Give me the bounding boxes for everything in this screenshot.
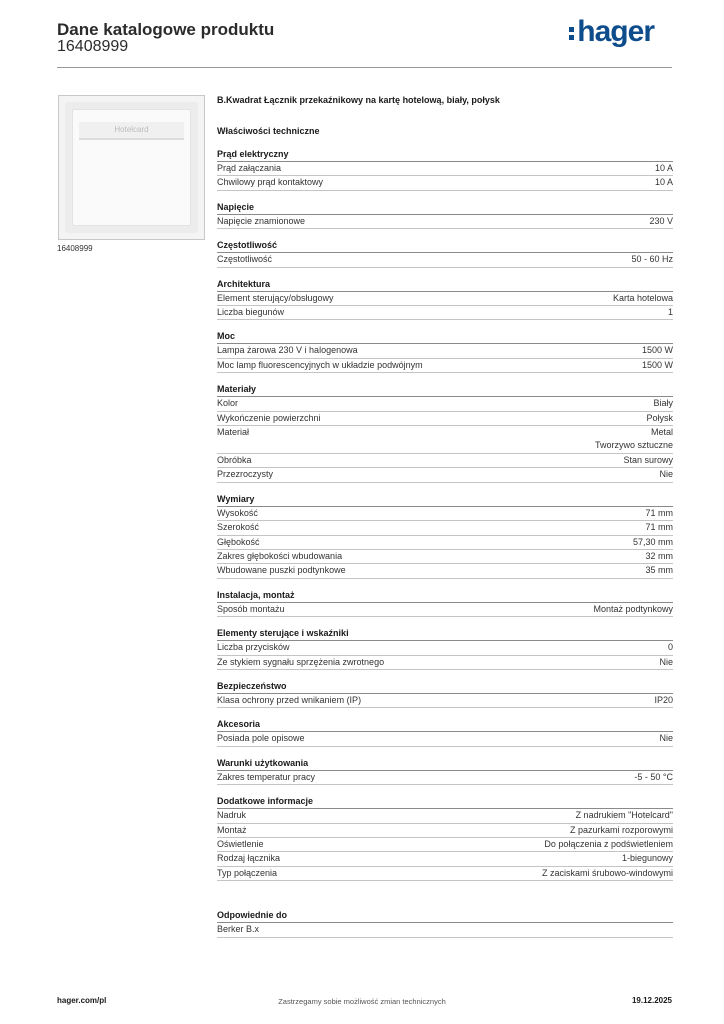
spec-row [217,412,673,426]
spec-value-line: 1500 W [641,359,673,370]
spec-value-line: Z zaciskami śrubowo-windowymi [541,867,673,878]
spec-row [217,397,673,411]
spec-value [542,867,673,880]
spec-value [613,292,673,305]
product-code: 16408999 [57,38,129,55]
spec-value-line: 230 V [649,215,673,226]
section-title: Prąd elektryczny [217,148,673,162]
spec-label: Liczba biegunów [217,307,285,318]
spec-row [217,824,673,838]
spec-value-line: 57,30 mm [632,536,673,547]
section-title: Częstotliwość [217,239,673,253]
switch-frame [65,102,198,233]
logo-dots-icon [569,24,575,43]
spec-label: Prąd załączania [217,163,282,173]
product-name: B.Kwadrat Łącznik przekaźnikowy na kartę hotelową, biały, połysk [217,95,500,105]
spec-label: Lampa żarowa 230 V i halogenowa [217,345,358,356]
spec-value-line: 71 mm [645,522,673,533]
spec-label: Obróbka [217,454,252,465]
spec-row [217,507,673,521]
spec-section [217,680,673,708]
spec-value-line: 0 [667,642,673,653]
spec-value [653,397,673,410]
section-title: Architektura [217,278,673,292]
switch-plate [72,109,191,226]
section-title: Dodatkowe informacje [217,795,673,809]
spec-row [217,923,673,937]
spec-value-line: Połysk [646,412,673,423]
spec-label: Chwilowy prąd kontaktowy [217,177,324,188]
spec-value [645,564,673,577]
spec-label: Napięcie znamionowe [217,215,306,226]
product-image [58,95,205,240]
spec-row [217,253,673,267]
card-slot: Hotelcard [79,122,184,140]
spec-row [217,809,673,823]
spacer [217,891,673,909]
spec-row [217,426,673,454]
spec-row [217,771,673,785]
spec-section [217,148,673,191]
image-caption: 16408999 [57,244,93,253]
spec-value-line: Montaż podtynkowy [593,603,673,614]
spec-value-line: Nie [659,469,673,480]
spec-section [217,627,673,670]
spec-value [659,732,673,745]
spec-label: Moc lamp fluorescencyjnych w układzie podwójnym [217,359,423,370]
spec-section [217,330,673,373]
spec-row [217,306,673,320]
spec-label: Zakres głębokości wbudowania [217,550,343,561]
spec-label: Liczba przycisków [217,642,290,653]
spec-value [659,468,673,481]
spec-value-line: Stan surowy [623,454,673,465]
spec-section [217,909,673,937]
spec-value-line: 32 mm [645,550,673,561]
section-title: Odpowiednie do [217,909,673,923]
spec-section [217,589,673,617]
spec-row [217,564,673,578]
spec-value-line: 10 A [654,163,673,173]
spec-label: Materiał [217,427,250,438]
spec-label: Głębokość [217,536,260,547]
section-title: Akcesoria [217,718,673,732]
spec-value [655,176,673,189]
footer-website: hager.com/pl [57,996,107,1005]
spec-value-line: 71 mm [645,507,673,518]
spec-value-line: Z pazurkami rozporowymi [569,824,673,835]
spec-value-line: Nie [659,656,673,667]
section-title: Wymiary [217,493,673,507]
spec-label: Częstotliwość [217,254,273,265]
spec-value-line: 35 mm [645,565,673,576]
tech-properties-title: Właściwości techniczne [217,126,320,136]
spec-label: Szerokość [217,522,260,533]
spec-value-line: IP20 [654,694,673,705]
section-title: Instalacja, montaż [217,589,673,603]
spec-label: Klasa ochrony przed wnikaniem (IP) [217,694,362,705]
spec-label: Kolor [217,398,239,409]
spec-row [217,536,673,550]
spec-row [217,215,673,229]
spec-label: Ze stykiem sygnału sprzężenia zwrotnego [217,656,385,667]
spec-value-line: Metal [650,427,673,438]
spec-row [217,867,673,881]
spec-value [654,694,673,707]
spec-row [217,694,673,708]
spec-value [631,253,673,266]
spec-value [668,306,673,319]
spec-row [217,550,673,564]
spec-label: Oświetlenie [217,838,264,849]
spec-value-line: Karta hotelowa [612,292,673,303]
spec-value [622,852,673,865]
spec-label: Berker B.x [217,924,260,935]
logo-text: hager [577,15,654,48]
header-divider [57,67,672,68]
spec-row [217,162,673,176]
spec-sections [217,148,673,881]
spec-row [217,521,673,535]
spec-value [668,641,673,654]
spec-section [217,795,673,881]
spec-value-line: 1-biegunowy [621,853,673,864]
spec-value [570,824,673,837]
hager-logo [569,15,654,49]
spec-value [645,521,673,534]
spec-section [217,278,673,321]
section-title: Materiały [217,383,673,397]
spec-row [217,468,673,482]
spec-value [645,507,673,520]
compatible-section [217,909,673,937]
spec-value [642,359,673,372]
spec-value [595,426,673,453]
spec-label: Zakres temperatur pracy [217,771,316,782]
section-title: Elementy sterujące i wskaźniki [217,627,673,641]
section-title: Napięcie [217,201,673,215]
spec-value-line: Z nadrukiem "Hotelcard" [575,810,673,821]
spec-value [634,771,673,784]
spec-label: Sposób montażu [217,603,285,614]
spec-value-line: 50 - 60 Hz [631,254,673,265]
spec-section [217,493,673,579]
spec-label: Rodzaj łącznika [217,853,281,864]
spec-row [217,656,673,670]
spec-value-line: 10 A [654,177,673,188]
spec-content [217,94,673,948]
spec-value [576,809,673,822]
spec-row [217,344,673,358]
spec-row [217,732,673,746]
section-title: Bezpieczeństwo [217,680,673,694]
section-title: Warunki użytkowania [217,757,673,771]
spec-section [217,201,673,229]
spec-row [217,454,673,468]
spec-value [645,550,673,563]
footer-disclaimer: Zastrzegamy sobie możliwość zmian technicznych [278,997,446,1006]
spec-label: Typ połączenia [217,867,278,878]
spec-label: Przezroczysty [217,469,274,480]
spec-value-line: Nie [659,733,673,744]
spec-value-line: Biały [653,398,673,409]
footer-date: 19.12.2025 [631,996,672,1005]
spec-value-line: 1500 W [641,345,673,356]
spec-label: Wbudowane puszki podtynkowe [217,565,346,576]
spec-section [217,718,673,746]
spec-section [217,239,673,267]
spec-value [633,536,673,549]
spec-row [217,359,673,373]
spec-row [217,603,673,617]
spec-label: Element sterujący/obsługowy [217,292,334,303]
spec-row [217,852,673,866]
spec-value [649,215,673,228]
spec-row [217,641,673,655]
spec-value-line: 1 [667,307,673,318]
spec-row [217,176,673,190]
spec-value-line: -5 - 50 °C [634,771,673,782]
spec-value [623,454,673,467]
spec-label: Wysokość [217,507,258,518]
spec-row [217,292,673,306]
spec-value [544,838,673,851]
section-title: Moc [217,330,673,344]
spec-label: Nadruk [217,810,247,821]
spec-value [646,412,673,425]
spec-label: Wykończenie powierzchni [217,412,321,423]
spec-value [642,344,673,357]
spec-row [217,838,673,852]
spec-value [655,162,673,175]
spec-label: Posiada pole opisowe [217,733,305,744]
spec-section [217,757,673,785]
spec-value-line: Do połączenia z podświetleniem [544,838,673,849]
spec-value [593,603,673,616]
spec-value [659,656,673,669]
spec-section [217,383,673,482]
page-title: Dane katalogowe produktu [57,20,275,39]
spec-value-line: Tworzywo sztuczne [594,440,673,451]
spec-label: Montaż [217,824,247,835]
